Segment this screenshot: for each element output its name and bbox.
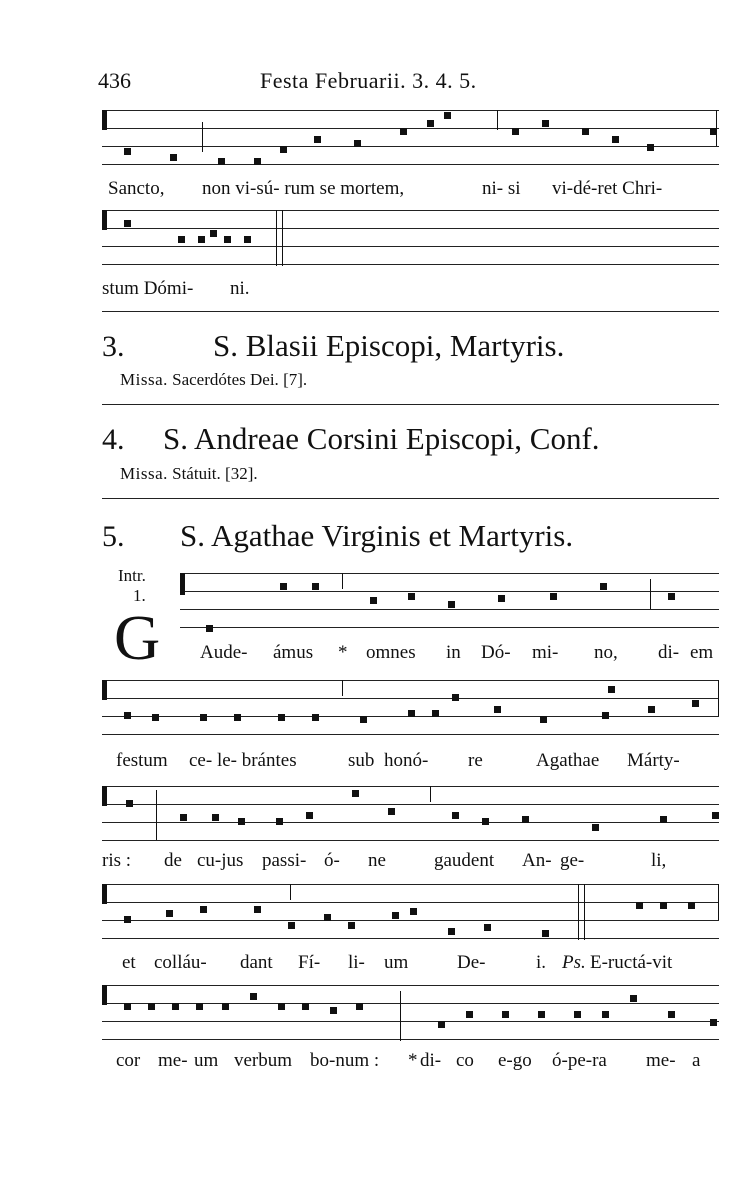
syllable: Márty- <box>627 750 680 771</box>
neume <box>254 158 261 165</box>
neume <box>466 1011 473 1018</box>
music-staff <box>102 680 719 738</box>
neume <box>200 714 207 721</box>
syllable: em <box>690 642 714 663</box>
neume <box>206 625 213 632</box>
clef-icon <box>180 573 185 595</box>
missa-label: Missa. <box>120 464 168 483</box>
neume <box>280 146 287 153</box>
neume <box>550 593 557 600</box>
neume <box>278 714 285 721</box>
neume <box>647 144 654 151</box>
neume <box>254 906 261 913</box>
syllable: no, <box>594 642 618 663</box>
clef-icon <box>102 786 107 806</box>
neume <box>388 808 395 815</box>
neume <box>280 583 287 590</box>
neume <box>370 597 377 604</box>
neume <box>498 595 505 602</box>
neume <box>212 814 219 821</box>
syllable: E-ructá-vit <box>590 952 673 973</box>
syllable: gaudent <box>434 850 495 871</box>
neume <box>166 910 173 917</box>
neume <box>400 128 407 135</box>
neume <box>668 593 675 600</box>
neume <box>360 716 367 723</box>
missa-text: Státuit. <box>172 464 221 483</box>
syllable: An- <box>522 850 552 871</box>
syllable: stum Dómi- <box>102 278 194 299</box>
syllable: verbum <box>234 1050 293 1071</box>
neume <box>502 1011 509 1018</box>
missa-text: Sacerdótes Dei. <box>172 370 279 389</box>
syllable: * <box>408 1050 418 1071</box>
neume <box>608 686 615 693</box>
neume <box>178 236 185 243</box>
neume <box>630 995 637 1002</box>
neume <box>312 583 319 590</box>
syllable: ge- <box>560 850 585 871</box>
neume <box>452 812 459 819</box>
syllable: * <box>338 642 348 663</box>
neume <box>124 1003 131 1010</box>
neume <box>180 814 187 821</box>
neume <box>574 1011 581 1018</box>
neume <box>538 1011 545 1018</box>
syllable: ni- si <box>482 178 521 199</box>
syllable: mi- <box>532 642 559 663</box>
neume <box>612 136 619 143</box>
neume <box>712 812 719 819</box>
syllable: ne <box>368 850 386 871</box>
introit-label: Intr. <box>118 566 146 585</box>
lyrics-line <box>102 750 719 774</box>
neume <box>124 712 131 719</box>
syllable: omnes <box>366 642 416 663</box>
introit-mode: 1. <box>133 586 146 605</box>
neume <box>312 714 319 721</box>
music-staff <box>102 210 719 268</box>
music-staff <box>102 786 719 844</box>
syllable: a <box>692 1050 701 1071</box>
initial-letter: G <box>114 602 161 673</box>
missa-line <box>120 464 258 484</box>
neume <box>392 912 399 919</box>
syllable: i. <box>536 952 547 973</box>
syllable: colláu- <box>154 952 207 973</box>
neume <box>452 694 459 701</box>
neume <box>522 816 529 823</box>
neume <box>540 716 547 723</box>
missa-ref: [7]. <box>283 370 308 389</box>
running-title: Festa Februarii. 3. 4. 5. <box>260 68 477 93</box>
neume <box>600 583 607 590</box>
music-staff <box>102 884 719 942</box>
neume <box>408 593 415 600</box>
section-number: 5. <box>102 520 125 553</box>
neume <box>648 706 655 713</box>
neume <box>250 993 257 1000</box>
music-staff <box>102 110 719 168</box>
neume <box>602 712 609 719</box>
syllable: re <box>468 750 483 771</box>
neume <box>126 800 133 807</box>
neume <box>542 930 549 937</box>
syllable: non vi-sú- rum se mortem, <box>202 178 405 199</box>
syllable: ámus <box>273 642 314 663</box>
neume <box>210 230 217 237</box>
clef-icon <box>102 110 107 130</box>
lyrics-line <box>102 1050 719 1074</box>
clef-icon <box>102 884 107 904</box>
neume <box>278 1003 285 1010</box>
syllable: et <box>122 952 136 973</box>
neume <box>448 928 455 935</box>
neume <box>244 236 251 243</box>
syllable: honó- <box>384 750 429 771</box>
neume <box>592 824 599 831</box>
neume <box>330 1007 337 1014</box>
clef-icon <box>102 985 107 1005</box>
neume <box>636 902 643 909</box>
syllable: um <box>384 952 409 973</box>
neume <box>124 916 131 923</box>
neume <box>438 1021 445 1028</box>
syllable: di- <box>658 642 680 663</box>
neume <box>276 818 283 825</box>
syllable: ó- <box>324 850 340 871</box>
syllable: cu-jus <box>197 850 244 871</box>
syllable: ris : <box>102 850 132 871</box>
neume <box>356 1003 363 1010</box>
syllable: di- <box>420 1050 442 1071</box>
neume <box>512 128 519 135</box>
music-staff <box>102 985 719 1043</box>
section-title: S. Agathae Virginis et Martyris. <box>180 518 574 553</box>
neume <box>306 812 313 819</box>
syllable: e-go <box>498 1050 532 1071</box>
syllable: Dó- <box>481 642 511 663</box>
neume <box>494 706 501 713</box>
syllable: in <box>446 642 461 663</box>
neume <box>432 710 439 717</box>
music-staff <box>180 573 719 631</box>
lyrics-line <box>102 850 719 874</box>
neume <box>314 136 321 143</box>
neume <box>288 922 295 929</box>
neume <box>172 1003 179 1010</box>
syllable: ce- le- brántes <box>189 750 297 771</box>
missa-ref: [32]. <box>225 464 258 483</box>
neume <box>196 1003 203 1010</box>
neume <box>170 154 177 161</box>
neume <box>238 818 245 825</box>
neume <box>444 112 451 119</box>
neume <box>218 158 225 165</box>
syllable: sub <box>348 750 375 771</box>
neume <box>660 902 667 909</box>
syllable: um <box>194 1050 219 1071</box>
lyrics-line <box>102 278 719 302</box>
clef-icon <box>102 680 107 700</box>
syllable: vi-dé-ret Chri- <box>552 178 663 199</box>
syllable: Aude- <box>200 642 248 663</box>
neume <box>427 120 434 127</box>
neume <box>688 902 695 909</box>
psalm-marker: Ps. <box>562 952 586 973</box>
syllable: Sancto, <box>108 178 165 199</box>
syllable: li, <box>651 850 667 871</box>
syllable: cor <box>116 1050 141 1071</box>
lyrics-line <box>200 642 719 666</box>
missa-label: Missa. <box>120 370 168 389</box>
syllable: co <box>456 1050 474 1071</box>
lyrics-line <box>102 178 719 202</box>
neume <box>224 236 231 243</box>
neume <box>710 1019 717 1026</box>
neume <box>668 1011 675 1018</box>
neume <box>582 128 589 135</box>
syllable: passi- <box>262 850 307 871</box>
neume <box>408 710 415 717</box>
section-title: S. Blasii Episcopi, Martyris. <box>213 328 565 363</box>
neume <box>410 908 417 915</box>
neume <box>354 140 361 147</box>
neume <box>222 1003 229 1010</box>
neume <box>542 120 549 127</box>
syllable: de <box>164 850 182 871</box>
neume <box>660 816 667 823</box>
section-number: 3. <box>102 330 125 363</box>
syllable: festum <box>116 750 168 771</box>
neume <box>324 914 331 921</box>
syllable: Fí- <box>298 952 321 973</box>
clef-icon <box>102 210 107 230</box>
missa-line <box>120 370 307 390</box>
neume <box>352 790 359 797</box>
neume <box>692 700 699 707</box>
section-number: 4. <box>102 423 125 456</box>
syllable: Agathae <box>536 750 600 771</box>
neume <box>124 148 131 155</box>
syllable: me- <box>158 1050 188 1071</box>
syllable: dant <box>240 952 273 973</box>
neume <box>198 236 205 243</box>
neume <box>302 1003 309 1010</box>
neume <box>484 924 491 931</box>
neume <box>152 714 159 721</box>
syllable: bo-num : <box>310 1050 380 1071</box>
neume <box>482 818 489 825</box>
syllable: li- <box>348 952 365 973</box>
syllable: ni. <box>230 278 250 299</box>
syllable: ó-pe-ra <box>552 1050 607 1071</box>
section-title: S. Andreae Corsini Episcopi, Conf. <box>163 421 600 456</box>
page-number: 436 <box>98 68 131 93</box>
neume <box>234 714 241 721</box>
neume <box>148 1003 155 1010</box>
syllable: me- <box>646 1050 676 1071</box>
neume <box>448 601 455 608</box>
neume <box>348 922 355 929</box>
syllable: De- <box>457 952 486 973</box>
neume <box>602 1011 609 1018</box>
neume <box>200 906 207 913</box>
neume <box>124 220 131 227</box>
lyrics-line <box>102 952 719 976</box>
